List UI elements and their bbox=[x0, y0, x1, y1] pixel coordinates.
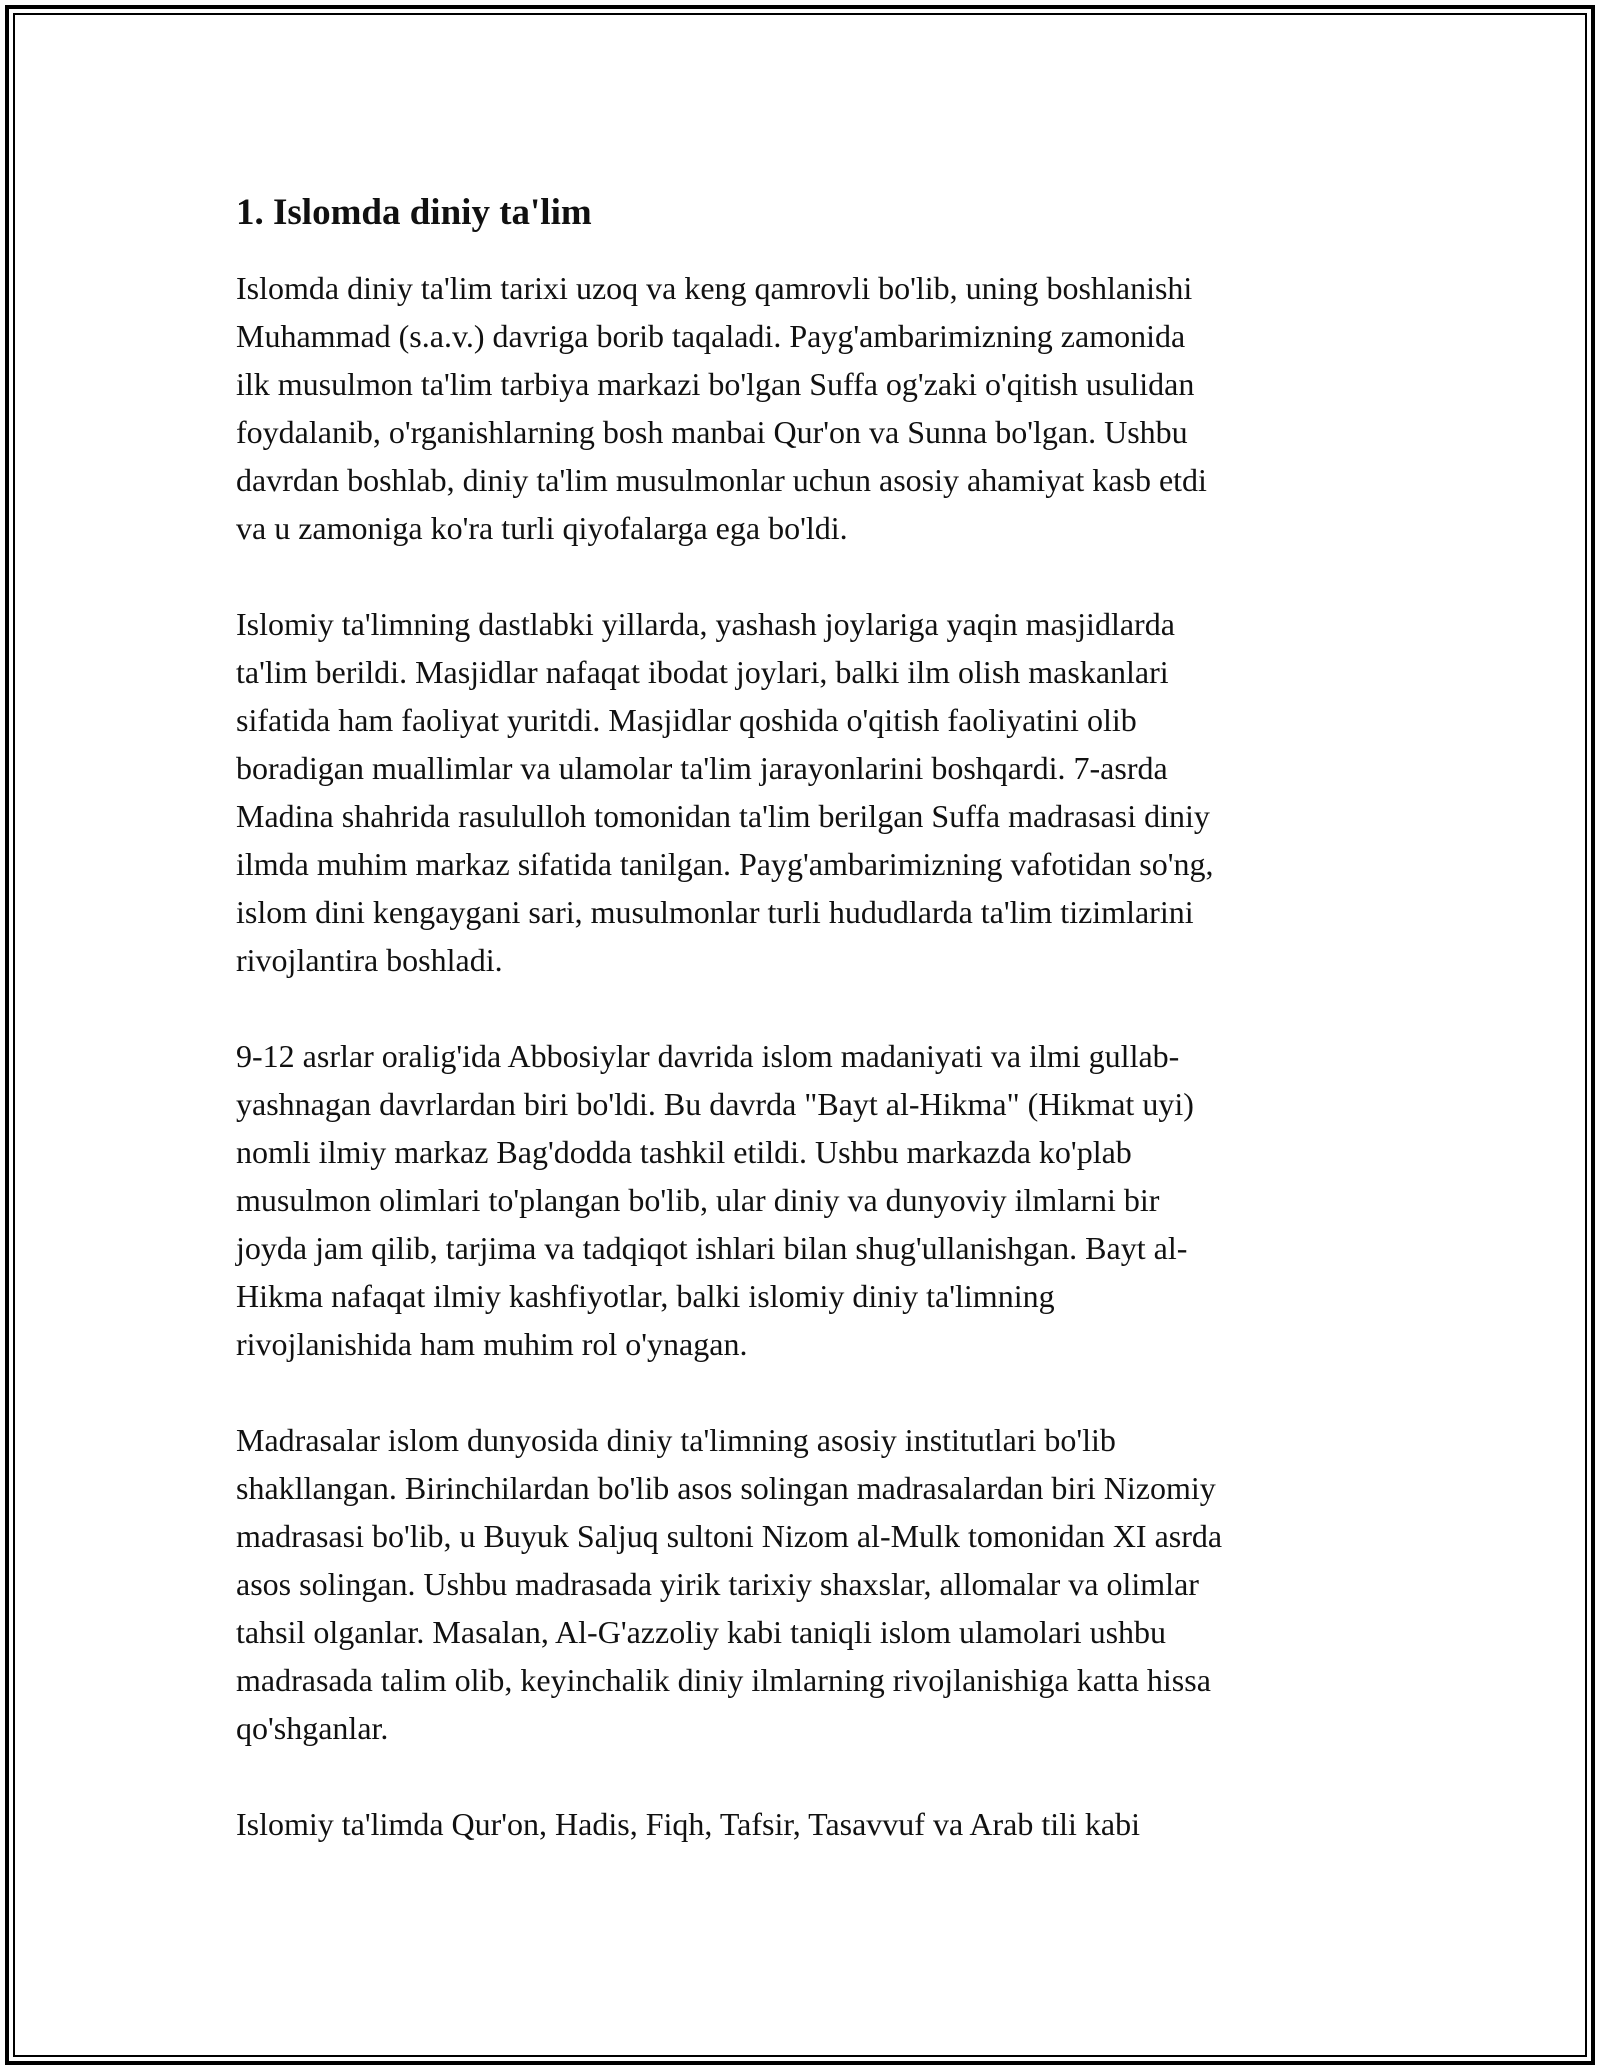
paragraph-2: Islomiy ta'limning dastlabki yillarda, yashash joylariga yaqin masjidlarda ta'lim berildi. Masjidlar nafaqat ibodat joylari, balki ilm olish maskanlari sifatida ham faoliyat yuritdi. Masjidlar qoshida o'qitish faoliyatini olib boradigan muallimlar va ulamolar ta'lim jarayonlarini boshqardi. 7-asrda Madina shahrida rasululloh tomonidan ta'lim berilgan Suffa madrasasi diniy ilmda muhim markaz sifatida tanilgan. Payg'ambarimizning vafotidan so'ng, islom dini kengaygani sari, musulmonlar turli hududlarda ta'lim tizimlarini rivojlantira boshladi. bbox=[236, 606, 1214, 978]
paragraph-1: Islomda diniy ta'lim tarixi uzoq va keng qamrovli bo'lib, uning boshlanishi Muhammad (s.a.v.) davriga borib taqaladi. Payg'ambarimizning zamonida ilk musulmon ta'lim tarbiya markazi bo'lgan Suffa og'zaki o'qitish usulidan foydalanib, o'rganishlarning bosh manbai Qur'on va Sunna bo'lgan. Ushbu davrdan boshlab, diniy ta'lim musulmonlar uchun asosiy ahamiyat kasb etdi va u zamoniga ko'ra turli qiyofalarga ega bo'ldi. bbox=[236, 270, 1207, 546]
section-heading: 1. Islomda diniy ta'lim bbox=[236, 192, 592, 233]
document-page bbox=[236, 188, 1376, 1896]
paragraph-5: Islomiy ta'limda Qur'on, Hadis, Fiqh, Tafsir, Tasavvuf va Arab tili kabi bbox=[236, 1806, 1141, 1842]
paragraph-3: 9-12 asrlar oralig'ida Abbosiylar davrida islom madaniyati va ilmi gullab- yashnagan davrlardan biri bo'ldi. Bu davrda "Bayt al-Hikma" (Hikmat uyi) nomli ilmiy markaz Bag'dodda tashkil etildi. Ushbu markazda ko'plab musulmon olimlari to'plangan bo'lib, ular diniy va dunyoviy ilmlarni bir joyda jam qilib, tarjima va tadqiqot ishlari bilan shug'ullanishgan. Bayt al- Hikma nafaqat ilmiy kashfiyotlar, balki islomiy diniy ta'limning rivojlanishida ham muhim rol o'ynagan. bbox=[236, 1038, 1194, 1362]
paragraph-4: Madrasalar islom dunyosida diniy ta'limning asosiy institutlari bo'lib shakllangan. Birinchilardan bo'lib asos solingan madrasalardan biri Nizomiy madrasasi bo'lib, u Buyuk Saljuq sultoni Nizom al-Mulk tomonidan XI asrda asos solingan. Ushbu madrasada yirik tarixiy shaxslar, allomalar va olimlar tahsil olganlar. Masalan, Al-G'azzoliy kabi taniqli islom ulamolari ushbu madrasada talim olib, keyinchalik diniy ilmlarning rivojlanishiga katta hissa qo'shganlar. bbox=[236, 1422, 1223, 1746]
